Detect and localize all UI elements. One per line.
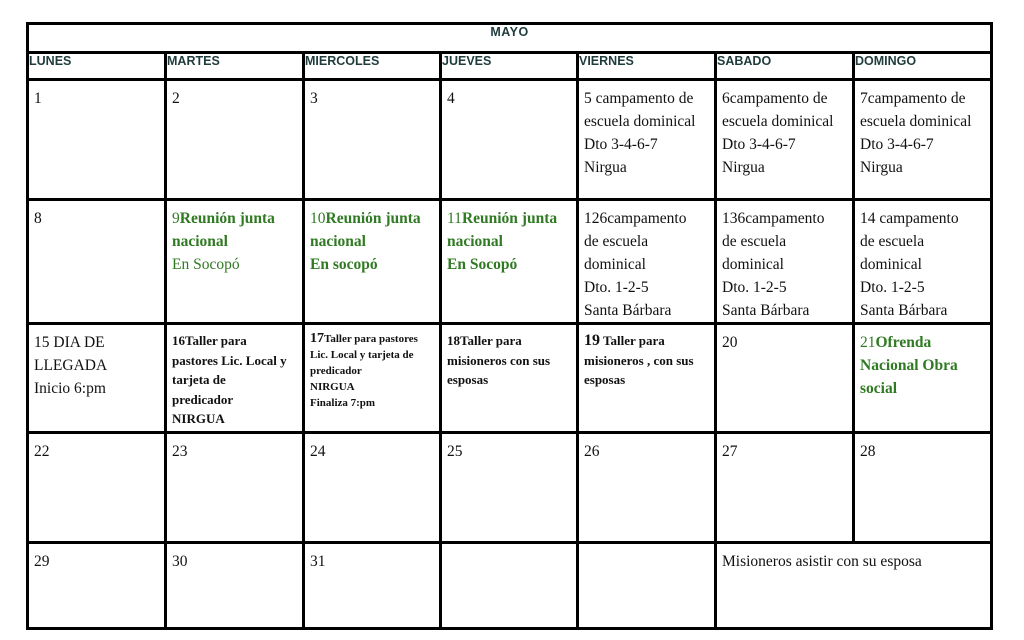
event-text: 7campamento de escuela dominical Dto 3-4-6-7 Nirgua [860, 90, 972, 177]
day-number: 27 [722, 442, 738, 460]
day-cell [304, 324, 441, 432]
note-text: Misioneros asistir con su esposa [722, 552, 922, 570]
event-text: 18Taller para misioneros con sus esposas [447, 333, 551, 388]
day-header-sabado: SABADO [716, 53, 854, 80]
day-number: 2 [172, 90, 180, 108]
day-cell [28, 80, 166, 200]
day-cell [28, 200, 166, 324]
day-cell [716, 324, 854, 432]
day-cell [441, 324, 578, 432]
note-cell [716, 542, 992, 628]
event-text: 16Taller para pastores Lic. Local y tarjeta de predicador NIRGUA [172, 333, 287, 427]
day-cell [716, 80, 854, 200]
day-number: 17 [310, 331, 324, 347]
day-cell [166, 200, 304, 324]
day-cell [578, 80, 716, 200]
day-number: 28 [860, 442, 876, 460]
day-cell [854, 432, 992, 542]
event-text: 9Reunión junta nacional En Socopó [172, 210, 275, 274]
day-cell-empty [441, 542, 578, 628]
day-number: 24 [310, 442, 326, 460]
day-cell [304, 200, 441, 324]
day-cell [166, 432, 304, 542]
day-cell [578, 324, 716, 432]
day-cell [28, 542, 166, 628]
day-cell [28, 324, 166, 432]
day-cell [716, 200, 854, 324]
event-text: 21Ofrenda Nacional Obra social [860, 334, 958, 398]
month-header: MAYO [28, 24, 992, 53]
event-text: 14 campamento de escuela dominical Dto. 1-2-5 Santa Bárbara [860, 210, 959, 320]
day-header-martes: MARTES [166, 53, 304, 80]
day-cell [441, 432, 578, 542]
event-text: 19 Taller para misioneros , con sus esposas [584, 332, 694, 388]
event-text: 5 campamento de escuela dominical Dto 3-4-6-7 Nirgua [584, 90, 696, 177]
day-header-miercoles: MIERCOLES [304, 53, 441, 80]
day-cell [304, 542, 441, 628]
day-number: 1 [34, 90, 42, 108]
event-text: 10Reunión junta nacional En socopó [310, 210, 421, 274]
day-cell [578, 200, 716, 324]
day-header-jueves: JUEVES [441, 53, 578, 80]
day-number: 30 [172, 552, 188, 570]
day-cell [441, 200, 578, 324]
day-number: 22 [34, 442, 50, 460]
day-cell [854, 80, 992, 200]
day-number: 10 [310, 210, 326, 228]
day-number: 21 [860, 334, 876, 352]
day-number: 8 [34, 210, 42, 228]
day-number: 3 [310, 90, 318, 108]
day-cell [166, 324, 304, 432]
day-number: 31 [310, 552, 326, 570]
day-cell [166, 542, 304, 628]
day-number: 23 [172, 442, 188, 460]
day-number: 26 [584, 442, 600, 460]
event-text: 11Reunión junta nacional En Socopó [447, 210, 558, 274]
day-header-domingo: DOMINGO [854, 53, 992, 80]
day-cell [304, 432, 441, 542]
day-number: 11 [447, 210, 462, 228]
day-header-lunes: LUNES [28, 53, 166, 80]
day-number: 4 [447, 90, 455, 108]
day-cell [28, 432, 166, 542]
day-cell-empty [578, 542, 716, 628]
day-cell [854, 200, 992, 324]
event-text: 126campamento de escuela dominical Dto. 1-2-5 Santa Bárbara [584, 210, 687, 320]
day-number: 25 [447, 442, 463, 460]
day-cell [441, 80, 578, 200]
day-cell [304, 80, 441, 200]
day-cell [166, 80, 304, 200]
day-number: 20 [722, 334, 738, 352]
day-cell [716, 432, 854, 542]
event-text: 136campamento de escuela dominical Dto. 1-2-5 Santa Bárbara [722, 210, 825, 320]
day-cell [578, 432, 716, 542]
event-text: 15 DIA DE LLEGADA Inicio 6:pm [34, 334, 108, 398]
day-cell [854, 324, 992, 432]
event-text: 6campamento de escuela dominical Dto 3-4-6-7 Nirgua [722, 90, 834, 177]
day-number: 9 [172, 210, 180, 228]
event-text: 17Taller para pastores Lic. Local y tarjeta de predicador NIRGUA Finaliza 7:pm [310, 331, 418, 410]
day-header-viernes: VIERNES [578, 53, 716, 80]
day-number: 29 [34, 552, 50, 570]
day-number: 19 [584, 332, 600, 350]
calendar-table [26, 22, 993, 630]
